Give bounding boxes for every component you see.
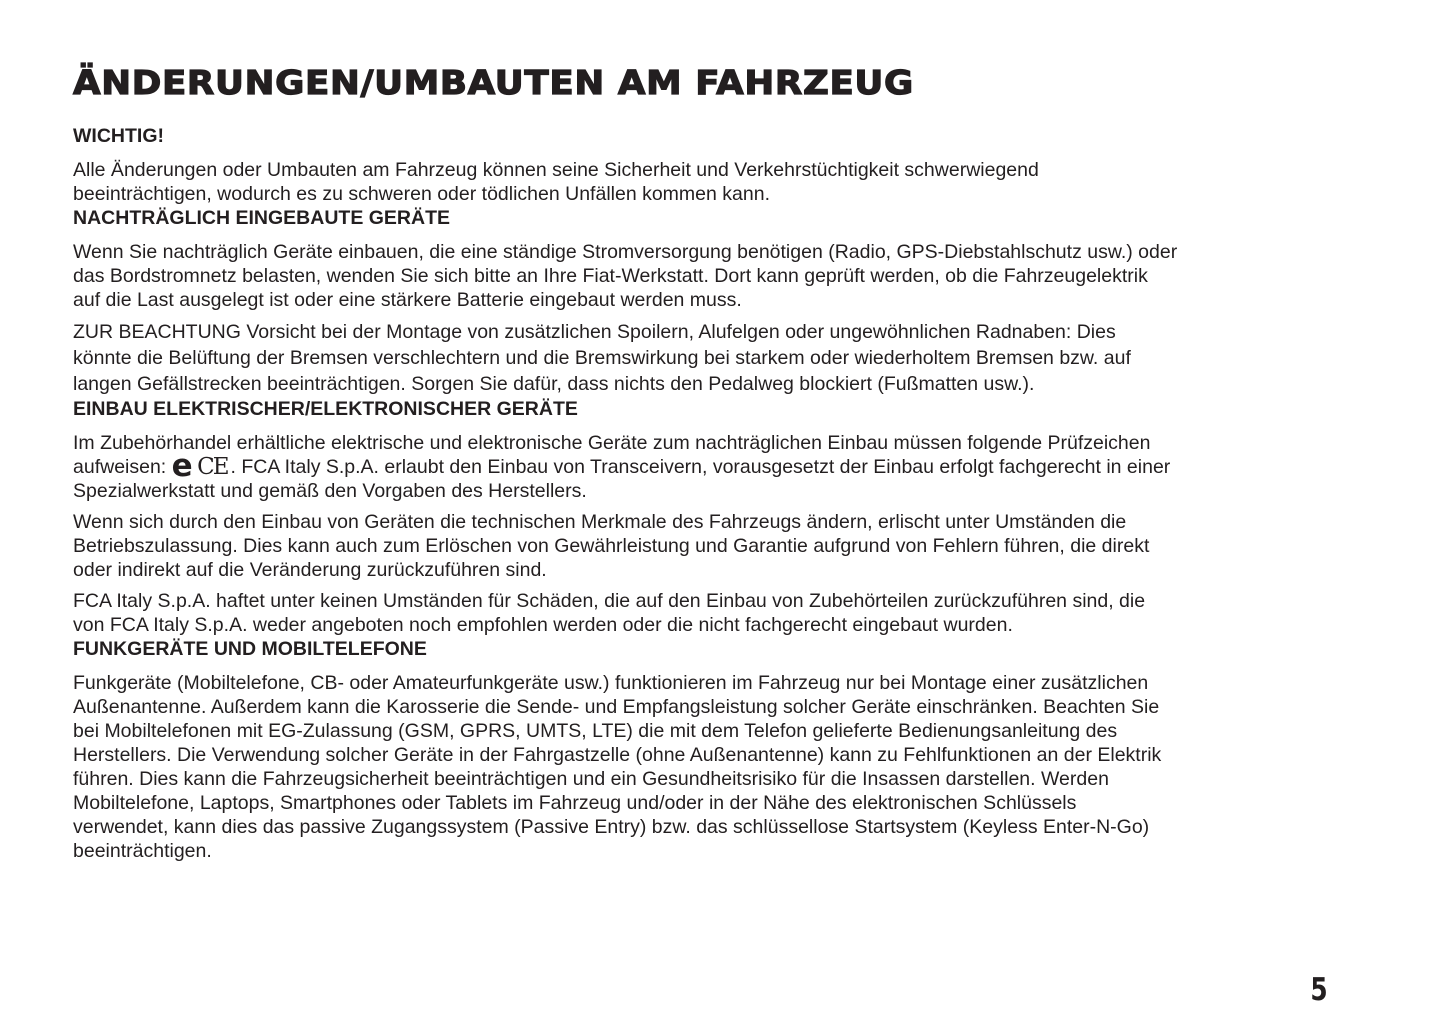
page-number: 5 (1310, 972, 1328, 1008)
heading-wichtig: WICHTIG! (73, 125, 164, 147)
paragraph-nachtraeglich-2: ZUR BEACHTUNG Vorsicht bei der Montage von zusätzlichen Spoilern, Alufelgen oder ungewöhnlichen Radnaben: Dies könnte die Belüftung der Bremsen verschlechtern und die Bremswirkung bei starkem oder wiederholtem Bremsen bzw. auf langen Gefällstrecken beeinträchtigen. Sorgen Sie dafür, dass nichts den Pedalweg blockiert (Fußmatten usw.). (73, 321, 1131, 395)
paragraph-elektrisch-1-part-a: Im Zubehörhandel erhältliche elektrische und elektronische Geräte zum nachträglichen Einbau müssen folgende Prüfzeichen aufweisen: (73, 432, 1151, 478)
paragraph-elektrisch-1 (73, 431, 1273, 503)
page-title: ÄNDERUNGEN/UMBAUTEN AM FAHRZEUG (73, 63, 914, 102)
paragraph-elektrisch-1-part-b: . FCA Italy S.p.A. erlaubt den Einbau von Transceivern, vorausgesetzt der Einbau erfolgt fachgerecht in einer Spezialwerkstatt und gemäß den Vorgaben des Herstellers. (73, 456, 1171, 502)
ce-mark-icon: CE (197, 454, 228, 480)
heading-elektrisch: EINBAU ELEKTRISCHER/ELEKTRONISCHER GERÄTE (73, 398, 578, 420)
paragraph-nachtraeglich-1: Wenn Sie nachträglich Geräte einbauen, die eine ständige Stromversorgung benötigen (Radio, GPS-Diebstahlschutz usw.) oder das Bordstromnetz belasten, wenden Sie sich bitte an Ihre Fiat-Werkstatt. Dort kann geprüft werden, ob die Fahrzeugelektrik auf die Last ausgelegt ist oder eine stärkere Batterie eingebaut werden muss. (73, 241, 1178, 311)
paragraph-elektrisch-2: Wenn sich durch den Einbau von Geräten die technischen Merkmale des Fahrzeugs ändern, erlischt unter Umständen die Betriebszulassung. Dies kann auch zum Erlöschen von Gewährleistung und Garantie aufgrund von Fehlern führen, die direkt oder indirekt auf die Veränderung zurückzuführen sind. (73, 511, 1150, 581)
paragraph-wichtig: Alle Änderungen oder Umbauten am Fahrzeug können seine Sicherheit und Verkehrstüchtigkeit schwerwiegend beeinträchtigen, wodurch es zu schweren oder tödlichen Unfällen kommen kann. (73, 159, 1039, 205)
paragraph-funk: Funkgeräte (Mobiltelefone, CB- oder Amateurfunkgeräte usw.) funktionieren im Fahrzeug nur bei Montage einer zusätzlichen Außenantenne. Außerdem kann die Karosserie die Sende- und Empfangsleistung solcher Geräte einschränken. Beachten Sie bei Mobiltelefonen mit EG-Zulassung (GSM, GPRS, UMTS, LTE) die mit dem Telefon gelieferte Bedienungsanleitung des Herstellers. Die Verwendung solcher Geräte in der Fahrgastzelle (ohne Außenantenne) kann zu Fehlfunktionen an der Elektrik führen. Dies kann die Fahrzeugsicherheit beeinträchtigen und ein Gesundheitsrisiko für die Insassen darstellen. Werden Mobiltelefone, Laptops, Smartphones oder Tablets im Fahrzeug und/oder in der Nähe des elektronischen Schlüssels verwendet, kann dies das passive Zugangssystem (Passive Entry) bzw. das schlüssellose Startsystem (Keyless Enter-N-Go) beeinträchtigen. (73, 672, 1162, 862)
heading-nachtraeglich: NACHTRÄGLICH EINGEBAUTE GERÄTE (73, 207, 451, 229)
e-mark-icon: e (171, 448, 192, 484)
document-page (73, 62, 1273, 863)
paragraph-elektrisch-3: FCA Italy S.p.A. haftet unter keinen Umständen für Schäden, die auf den Einbau von Zubehörteilen zurückzuführen sind, die von FCA Italy S.p.A. weder angeboten noch empfohlen werden oder die nicht fachgerecht eingebaut wurden. (73, 590, 1146, 636)
heading-funk: FUNKGERÄTE UND MOBILTELEFONE (73, 638, 427, 660)
